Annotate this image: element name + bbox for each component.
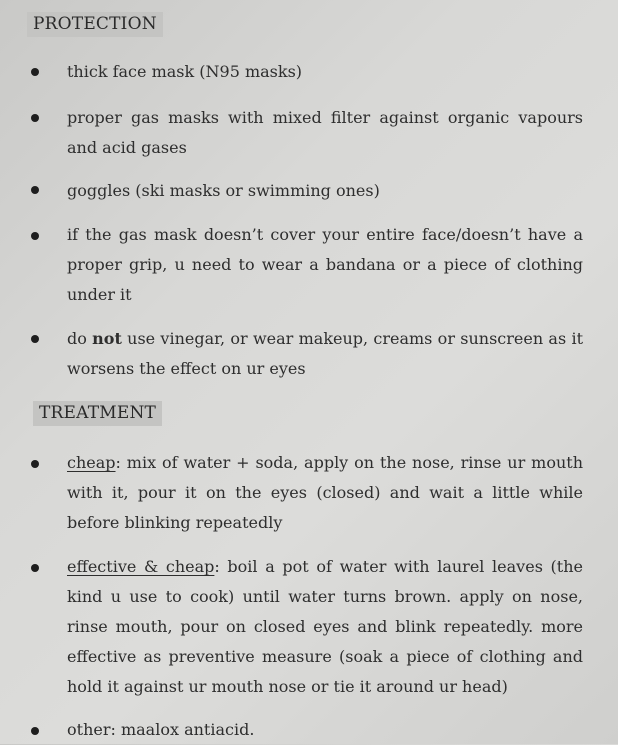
bullet-icon [31,727,39,735]
treatment-label-effective: effective & cheap [67,557,215,576]
treatment-item-1 [67,448,583,538]
treatment-text-2: : boil a pot of water with laurel leaves (the kind u use to cook) until water turns brown. apply on nose, rinse mouth, pour on closed eyes and blink repeatedly. more effective as preventive measure (soak a piece of clothing and hold it against ur mouth nose or tie it around ur head) [67,557,584,696]
protection-item-1: thick face mask (N95 masks) [67,62,303,81]
bullet-icon [31,114,39,122]
bullet-icon [31,335,39,343]
bullet-icon [31,564,39,572]
bullet-icon [31,68,39,76]
item5-bold: not [92,329,122,348]
treatment-item-2 [67,552,583,702]
item5-before: do [67,329,93,348]
protection-item-2: proper gas masks with mixed filter against organic vapours and acid gases [67,108,583,157]
treatment-heading: TREATMENT [33,401,162,426]
item5-after: use vinegar, or wear makeup, creams or sunscreen as it worsens the effect on ur eyes [67,329,583,378]
treatment-text-1: : mix of water + soda, apply on the nose, rinse ur mouth with it, pour it on the eyes (closed) and wait a little while before blinking repeatedly [67,453,583,532]
protection-item-3: goggles (ski masks or swimming ones) [67,181,380,200]
bullet-icon [31,460,39,468]
bullet-icon [31,186,39,194]
bullet-icon [31,232,39,240]
treatment-other: other: maalox antiacid. [67,720,255,739]
protection-heading: PROTECTION [27,12,163,37]
protection-item-4: if the gas mask doesn’t cover your entire face/doesn’t have a proper grip, u need to wear a bandana or a piece of clothing under it [67,225,583,304]
protection-item-5 [67,324,583,384]
treatment-label-cheap: cheap [67,453,116,472]
